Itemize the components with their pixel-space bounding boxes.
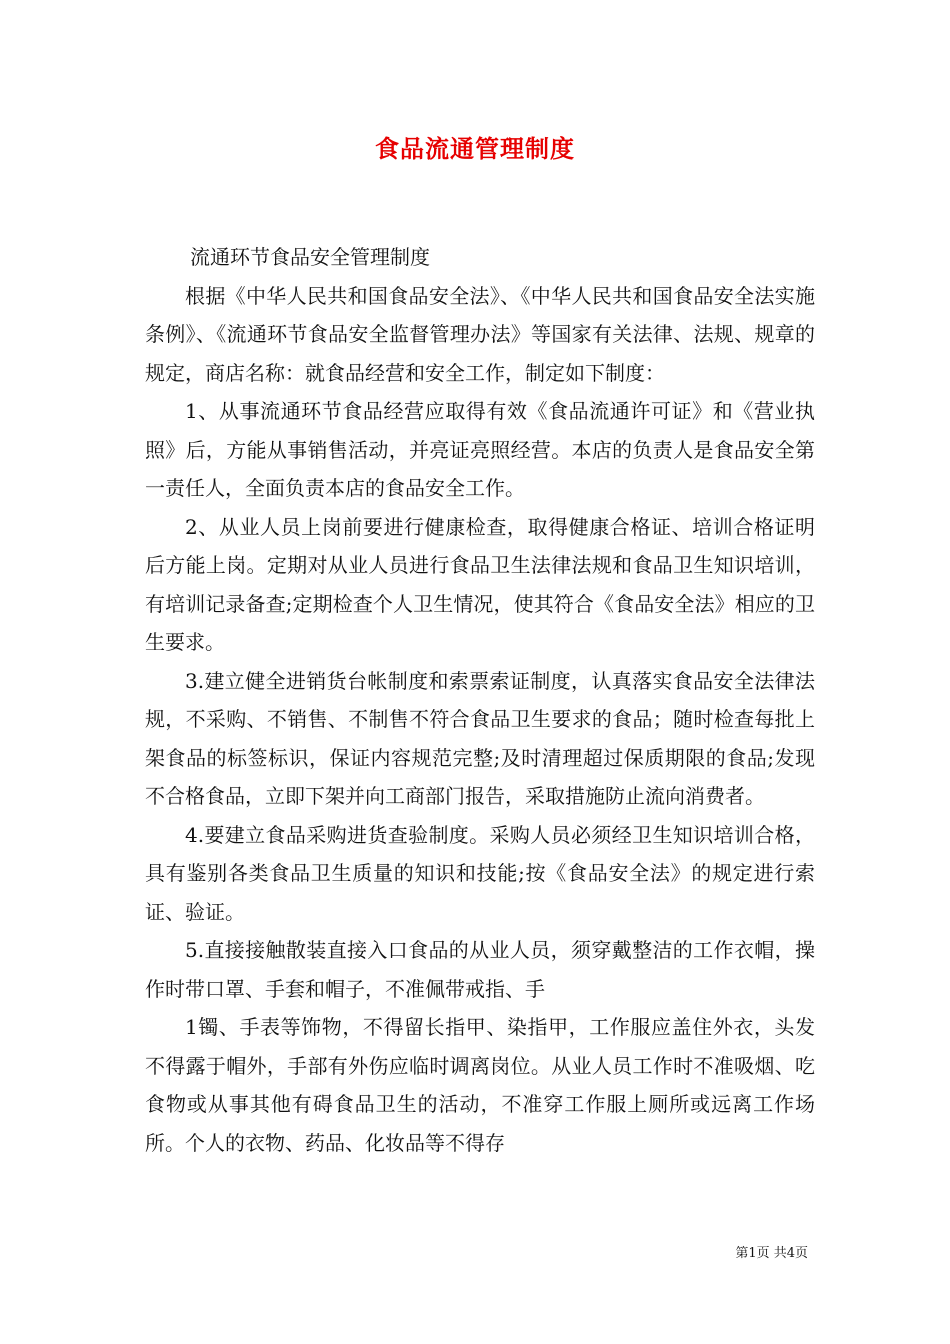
document-body — [145, 238, 815, 1162]
page-number: 第1页 共4页 — [735, 1246, 808, 1261]
document-title: 食品流通管理制度 — [375, 134, 575, 163]
paragraph-item-5: 5.直接接触散装直接入口食品的从业人员，须穿戴整洁的工作衣帽，操作时带口罩、手套和帽子，不准佩带戒指、手 — [145, 938, 815, 1001]
paragraph-intro: 根据《中华人民共和国食品安全法》、《中华人民共和国食品安全法实施条例》、《流通环节食品安全监督管理办法》等国家有关法律、法规、规章的规定，商店名称：就食品经营和安全工作，制定如下制度： — [145, 283, 815, 385]
paragraph-item-3: 3.建立健全进销货台帐制度和索票索证制度，认真落实食品安全法律法规，不采购、不销售、不制售不符合食品卫生要求的食品；随时检查每批上架食品的标签标识，保证内容规范完整;及时清理超过保质期限的食品;发现不合格食品，立即下架并向工商部门报告，采取措施防止流向消费者。 — [145, 668, 815, 808]
document-subtitle: 流通环节食品安全管理制度 — [190, 245, 430, 269]
paragraph-item-2: 2、从业人员上岗前要进行健康检查，取得健康合格证、培训合格证明后方能上岗。定期对从业人员进行食品卫生法律法规和食品卫生知识培训，有培训记录备查;定期检查个人卫生情况，使其符合《食品安全法》相应的卫生要求。 — [145, 514, 815, 654]
paragraph-continued: 1镯、手表等饰物，不得留长指甲、染指甲，工作服应盖住外衣，头发不得露于帽外，手部有外伤应临时调离岗位。从业人员工作时不准吸烟、吃食物或从事其他有碍食品卫生的活动，不准穿工作服上厕所或远离工作场所。个人的衣物、药品、化妆品等不得存 — [145, 1015, 815, 1155]
paragraph-item-4: 4.要建立食品采购进货查验制度。采购人员必须经卫生知识培训合格，具有鉴别各类食品卫生质量的知识和技能;按《食品安全法》的规定进行索证、验证。 — [145, 822, 815, 924]
paragraph-item-1: 1、从事流通环节食品经营应取得有效《食品流通许可证》和《营业执照》后，方能从事销售活动，并亮证亮照经营。本店的负责人是食品安全第一责任人，全面负责本店的食品安全工作。 — [145, 399, 815, 500]
